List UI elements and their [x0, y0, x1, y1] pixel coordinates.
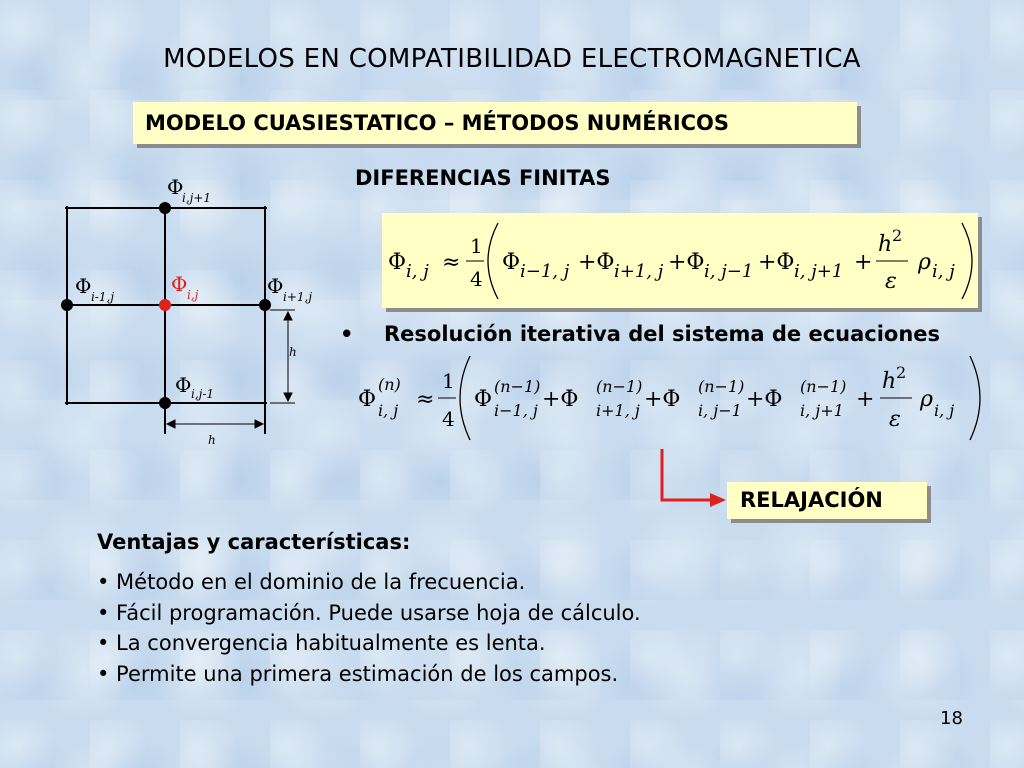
node-right: [259, 299, 271, 311]
svg-text:+Φ: +Φ: [542, 387, 579, 412]
svg-text:ε: ε: [889, 407, 901, 432]
finite-difference-grid: [55, 172, 345, 457]
svg-text:(n−1): (n−1): [698, 377, 745, 396]
section-heading: DIFERENCIAS FINITAS: [355, 166, 611, 190]
label-top-sub: i,j+1: [182, 191, 212, 205]
page-number: 18: [940, 708, 963, 729]
slide-title: MODELOS EN COMPATIBILIDAD ELECTROMAGNETICA: [163, 44, 861, 74]
svg-text:≈: ≈: [416, 387, 435, 412]
svg-text:(n−1): (n−1): [494, 377, 541, 396]
svg-text:+Φ: +Φ: [668, 250, 705, 275]
relaxation-arrow: [650, 445, 730, 515]
svg-text:i, j: i, j: [934, 401, 955, 420]
bullet-text: Resolución iterativa del sistema de ecuaciones: [384, 322, 941, 346]
label-center: Φ: [171, 272, 188, 296]
h-horizontal-label: h: [208, 433, 216, 447]
subtitle-box: MODELO CUASIESTATICO – MÉTODOS NUMÉRICOS: [133, 102, 857, 144]
svg-text:(n−1): (n−1): [800, 377, 847, 396]
finite-difference-equation: [382, 213, 978, 308]
svg-text:+: +: [854, 250, 873, 275]
svg-text:2: 2: [896, 363, 907, 382]
equation-box: [382, 213, 978, 308]
svg-text:1: 1: [470, 234, 483, 258]
svg-text:Φ: Φ: [502, 250, 521, 275]
node-top: [159, 202, 171, 214]
relaxation-box: RELAJACIÓN: [727, 482, 927, 519]
list-item: • Fácil programación. Puede usarse hoja de cálculo.: [97, 600, 641, 625]
label-right-sub: i+1,j: [283, 290, 313, 304]
svg-text:Φ: Φ: [474, 387, 493, 412]
svg-text:Φ: Φ: [358, 387, 377, 412]
svg-text:Φ: Φ: [388, 250, 407, 275]
svg-text:1: 1: [442, 369, 455, 393]
svg-text:i, j: i, j: [378, 401, 399, 420]
node-left: [61, 299, 73, 311]
node-bottom: [159, 397, 171, 409]
svg-text:ρ: ρ: [918, 250, 931, 275]
svg-text:i+1, j: i+1, j: [614, 261, 664, 282]
node-center: [159, 299, 171, 311]
svg-text:2: 2: [892, 226, 903, 245]
svg-text:+Φ: +Φ: [578, 250, 615, 275]
svg-text:4: 4: [442, 407, 455, 431]
list-item: • Permite una primera estimación de los campos.: [97, 661, 619, 686]
iterative-equation: [350, 350, 990, 445]
advantages-list: [97, 567, 641, 689]
label-bottom: Φ: [175, 373, 192, 397]
svg-text:i, j−1: i, j−1: [698, 401, 742, 420]
svg-text:i−1, j: i−1, j: [520, 261, 570, 282]
label-left-sub: i-1,j: [91, 290, 115, 304]
svg-text:4: 4: [470, 267, 483, 291]
iterative-bullet: [340, 322, 940, 346]
svg-text:(n): (n): [378, 375, 401, 394]
svg-text:i, j+1: i, j+1: [794, 261, 844, 282]
label-top: Φ: [167, 175, 184, 199]
svg-text:ρ: ρ: [920, 387, 933, 412]
svg-text:ε: ε: [885, 269, 897, 294]
label-right: Φ: [267, 274, 284, 298]
svg-text:i, j+1: i, j+1: [800, 401, 844, 420]
svg-text:i−1, j: i−1, j: [494, 401, 538, 420]
svg-text:≈: ≈: [442, 250, 461, 275]
label-bottom-sub: i,j-1: [191, 387, 215, 401]
svg-text:i, j−1: i, j−1: [704, 261, 754, 282]
label-center-sub: i,j: [187, 288, 199, 302]
label-left: Φ: [75, 274, 92, 298]
svg-text:+Φ: +Φ: [758, 250, 795, 275]
svg-text:h: h: [882, 369, 897, 394]
svg-text:+: +: [856, 387, 875, 412]
svg-text:(n−1): (n−1): [596, 377, 643, 396]
h-vertical-label: h: [289, 345, 297, 359]
svg-text:+Φ: +Φ: [644, 387, 681, 412]
list-item: • Método en el dominio de la frecuencia.: [97, 570, 526, 594]
svg-text:i+1, j: i+1, j: [596, 401, 640, 420]
svg-text:h: h: [878, 232, 893, 257]
list-item: • La convergencia habitualmente es lenta.: [97, 631, 546, 655]
svg-text:i, j: i, j: [406, 261, 429, 282]
advantages-title: Ventajas y características:: [97, 530, 411, 554]
svg-text:i, j: i, j: [932, 261, 955, 282]
svg-text:+Φ: +Φ: [746, 387, 783, 412]
bullet-dot: •: [340, 322, 354, 346]
